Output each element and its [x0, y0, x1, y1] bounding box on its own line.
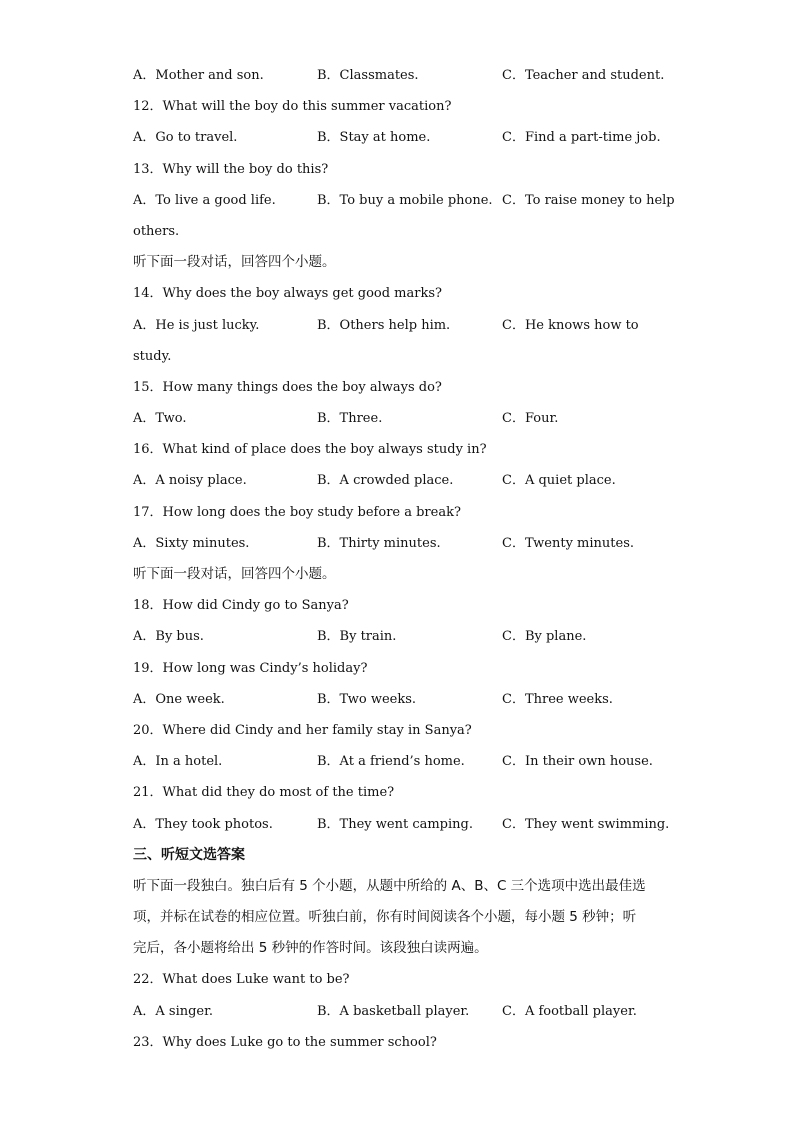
option-c: C．By plane. [502, 629, 587, 645]
option-c: C．A football player. [502, 1003, 637, 1019]
option-c: C．Four. [502, 411, 559, 427]
option-a: A．To live a good life. [133, 192, 276, 208]
option-b: B．At a friend’s home. [317, 754, 465, 770]
option-b: B．Thirty minutes. [317, 535, 441, 551]
option-a: A．One week. [133, 691, 225, 707]
option-c: C．Teacher and student. [502, 68, 665, 83]
options-row [133, 60, 673, 91]
question-text: 13．Why will the boy do this? [133, 161, 329, 177]
options-row [133, 403, 673, 434]
option-continuation: others. [133, 223, 180, 239]
option-c: C．A quiet place. [502, 473, 616, 489]
question-text: 15．How many things does the boy always do? [133, 379, 442, 395]
options-row [133, 996, 673, 1027]
option-c: C．To raise money to help [502, 192, 675, 208]
options-row [133, 621, 673, 652]
option-continuation: study. [133, 348, 172, 364]
option-b: B．Classmates. [317, 68, 419, 83]
option-c: C．He knows how to [502, 317, 639, 333]
question-text: 18．How did Cindy go to Sanya? [133, 598, 349, 614]
option-c: C．Three weeks. [502, 691, 613, 707]
option-a: A．By bus. [133, 629, 204, 645]
option-b: B．By train. [317, 629, 397, 645]
instruction-text: 听下面一段对话，回答四个小题。 [133, 254, 336, 271]
question-text: 12．What will the boy do this summer vacation? [133, 99, 452, 115]
exam-page [133, 60, 673, 1058]
instruction-paragraph: 完后，各小题将给出 5 秒钟的作答时间。该段独白读两遍。 [133, 940, 488, 957]
option-a: A．They took photos. [133, 816, 273, 832]
options-row [133, 122, 673, 153]
option-b: B．Three. [317, 411, 383, 427]
option-c: C．Twenty minutes. [502, 535, 634, 551]
question-text: 16．What kind of place does the boy always study in? [133, 442, 487, 458]
question-text: 19．How long was Cindy’s holiday? [133, 660, 368, 676]
options-row [133, 310, 673, 341]
option-b: B．A crowded place. [317, 473, 454, 489]
question-text: 20．Where did Cindy and her family stay in Sanya? [133, 722, 472, 738]
instruction-text: 听下面一段对话，回答四个小题。 [133, 566, 336, 582]
option-a: A．A singer. [133, 1003, 214, 1019]
options-row [133, 185, 673, 216]
option-a: A．Go to travel. [133, 130, 238, 146]
option-c: C．In their own house. [502, 754, 653, 770]
question-text: 14．Why does the boy always get good marks? [133, 286, 442, 302]
option-b: B．Stay at home. [317, 130, 431, 146]
instruction-paragraph: 听下面一段独白。独白后有 5 个小题，从题中所给的 A、B、C 三个选项中选出最佳选 [133, 877, 646, 894]
question-text: 17．How long does the boy study before a break? [133, 504, 461, 520]
option-b: B．They went camping. [317, 816, 473, 832]
option-c: C．They went swimming. [502, 816, 670, 832]
option-a: A．Sixty minutes. [133, 535, 250, 551]
options-row [133, 746, 673, 777]
option-b: B．To buy a mobile phone. [317, 192, 493, 208]
section-heading: 三、听短文选答案 [133, 846, 245, 863]
option-b: B．Others help him. [317, 317, 451, 333]
options-row [133, 809, 673, 840]
options-row [133, 528, 673, 559]
question-text: 23．Why does Luke go to the summer school? [133, 1034, 437, 1050]
question-text: 22．What does Luke want to be? [133, 972, 350, 988]
instruction-paragraph: 项，并标在试卷的相应位置。听独白前，你有时间阅读各个小题，每小题 5 秒钟；听 [133, 909, 637, 926]
option-a: A．Mother and son. [133, 68, 264, 83]
option-c: C．Find a part-time job. [502, 130, 661, 146]
option-a: A．A noisy place. [133, 473, 247, 489]
option-a: A．Two. [133, 411, 187, 427]
option-b: B．Two weeks. [317, 691, 417, 707]
option-a: A．He is just lucky. [133, 317, 260, 333]
question-text: 21．What did they do most of the time? [133, 785, 395, 801]
options-row [133, 465, 673, 496]
option-a: A．In a hotel. [133, 754, 223, 770]
option-b: B．A basketball player. [317, 1003, 470, 1019]
options-row [133, 684, 673, 715]
